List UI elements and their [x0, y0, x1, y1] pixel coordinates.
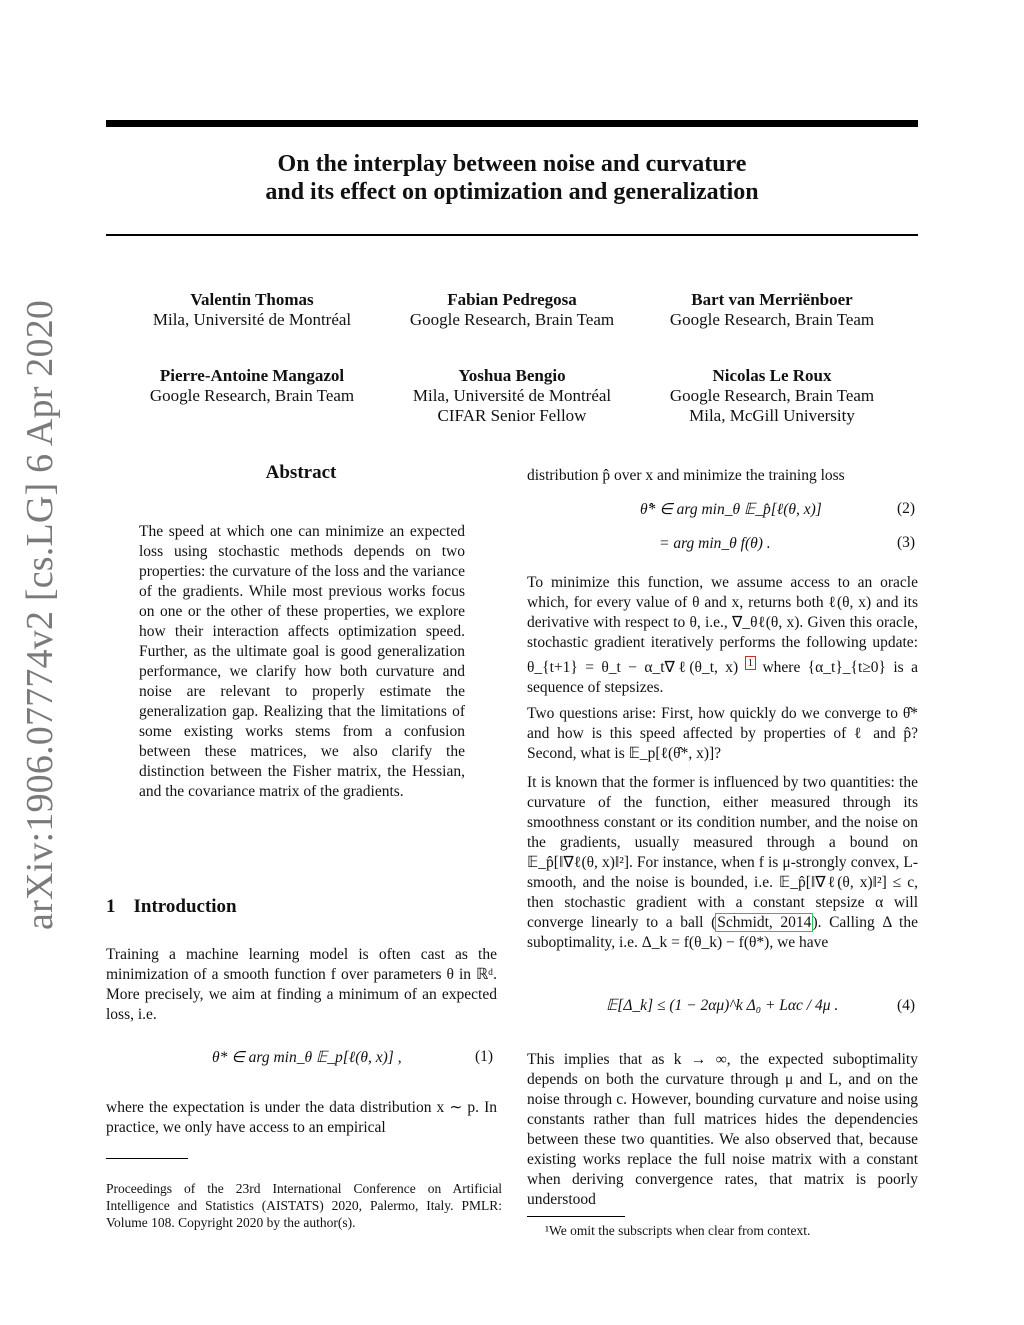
footnote-1: ¹We omit the subscripts when clear from context. [545, 1223, 811, 1238]
author-block [382, 290, 642, 330]
section-heading [106, 896, 496, 918]
author-block [642, 290, 902, 330]
author-block [382, 366, 642, 426]
equation-3: = arg min_θ f(θ) . [659, 535, 771, 552]
author-name: Nicolas Le Roux [712, 366, 832, 385]
footnote-rule [106, 1158, 188, 1159]
arxiv-stamp: arXiv:1906.07774v2 [cs.LG] 6 Apr 2020 [19, 299, 61, 930]
abstract-text: The speed at which one can minimize an expected loss using stochastic methods depends on two properties: the curvature of the loss and the variance of the gradients. While most previous works focus on one or the other of these properties, we explore how their interaction affects optimization speed. Further, as the ultimate goal is good generalization performance, we clarify how both curvature and noise are relevant to properly estimate the generalization gap. Realizing that the limitations of some existing works stems from a confusion between these matrices, we also clarify the distinction between the Fisher matrix, the Hessian, and the covariance matrix of the gradients. [139, 523, 465, 800]
author-block [122, 366, 382, 406]
author-block [122, 290, 382, 330]
author-name: Yoshua Bengio [458, 366, 566, 385]
author-name: Pierre-Antoine Mangazol [159, 366, 345, 385]
proceedings-footnote: Proceedings of the 23rd International Conference on Artificial Intelligence and Statistics (AISTATS) 2020, Palermo, Italy. PMLR: Volume 108. Copyright 2020 by the author(s). [106, 1181, 502, 1230]
author-affiliation: Google Research, Brain Team [669, 386, 875, 405]
title-line-1: On the interplay between noise and curvature [277, 151, 747, 177]
right-paragraph-1-tail: where {α_t}_{t≥0} is a sequence of stepsizes. [527, 659, 918, 697]
author-affiliation: Google Research, Brain Team [669, 310, 875, 329]
right-paragraph-3-text: It is known that the former is influenced by two quantities: the curvature of the function, either measured through its smoothness constant or its condition number, and the noise on the gradients, usually measured through a bound on 𝔼_p̂[‖∇ℓ(θ, x)‖²]. For instance, when f is μ-strongly convex, L-smooth, and the noise is bounded, i.e. 𝔼_p̂[‖∇ℓ(θ, x)‖²] ≤ c, then stochastic gradient with a constant stepsize α will converge linearly to a ball ( [527, 774, 918, 931]
author-name: Fabian Pedregosa [447, 290, 577, 309]
citation-link[interactable]: Schmidt, 2014 [717, 914, 812, 931]
right-paragraph-3-tail: ). Calling Δ the suboptimality, i.e. Δ_k = f(θ_k) − f(θ*), we have [527, 914, 918, 951]
top-rule [106, 120, 918, 127]
abstract-heading: Abstract [265, 462, 337, 483]
equation-1-number: (1) [475, 1048, 494, 1065]
author-name: Valentin Thomas [190, 290, 314, 309]
footnote-rule-right [527, 1216, 625, 1217]
equation-4: 𝔼[Δ_k] ≤ (1 − 2αμ)^k Δ₀ + Lαc / 4μ . [606, 997, 839, 1014]
right-paragraph-2: Two questions arise: First, how quickly do we converge to θ̂* and how is this speed affected by properties of ℓ and p̂? Second, what is 𝔼_p[ℓ(θ̂*, x)]? [527, 705, 918, 762]
author-affiliation: Google Research, Brain Team [149, 386, 355, 405]
right-paragraph-0: distribution p̂ over x and minimize the training loss [527, 467, 845, 484]
title-line-2: and its effect on optimization and generalization [265, 179, 759, 205]
author-block [642, 366, 902, 426]
equation-4-number: (4) [897, 997, 916, 1014]
paper-title [106, 150, 918, 206]
author-name: Bart van Merriënboer [691, 290, 853, 309]
section-title: Introduction [133, 896, 237, 917]
author-affiliation: Mila, Université de Montréal [152, 310, 352, 329]
intro-paragraph-1: Training a machine learning model is often cast as the minimization of a smooth function f over parameters θ in ℝᵈ. More precisely, we aim at finding a minimum of an expected loss, i.e. [106, 946, 497, 1023]
equation-1: θ* ∈ arg min_θ 𝔼_p[ℓ(θ, x)] , [212, 1049, 402, 1066]
author-affiliation: Mila, Université de Montréal [412, 386, 612, 405]
equation-2: θ̂* ∈ arg min_θ 𝔼_p̂[ℓ(θ, x)] [640, 501, 822, 518]
intro-paragraph-2: where the expectation is under the data distribution x ∼ p. In practice, we only have access to an empirical [106, 1099, 497, 1136]
footnote-1-link[interactable]: 1 [747, 657, 754, 669]
title-underline [106, 234, 918, 236]
section-number: 1 [106, 896, 116, 917]
right-paragraph-4: This implies that as k → ∞, the expected suboptimality depends on both the curvature through μ and L, and on the noise through c. However, bounding curvature and noise using constants rather than full matrices hides the dependencies between these two quantities. We also observed that, because existing works replace the full noise matrix with a constant when deriving convergence rates, that matrix is poorly understood [527, 1051, 918, 1208]
author-affiliation: Google Research, Brain Team [409, 310, 615, 329]
author-affiliation-2: CIFAR Senior Fellow [437, 406, 587, 425]
equation-2-number: (2) [897, 500, 916, 517]
right-paragraph-1-text: To minimize this function, we assume access to an oracle which, for every value of θ and x, returns both ℓ(θ, x) and its derivative with respect to θ, i.e., ∇_θℓ(θ, x). Given this oracle, stochastic gradient iteratively performs the following update: θ_{t+1} = θ_t − α_t∇ℓ(θ_t, x) [527, 574, 918, 677]
equation-3-number: (3) [897, 534, 916, 551]
author-affiliation-2: Mila, McGill University [689, 406, 855, 425]
right-paragraph-1 [527, 573, 918, 698]
right-paragraph-3 [527, 773, 918, 953]
